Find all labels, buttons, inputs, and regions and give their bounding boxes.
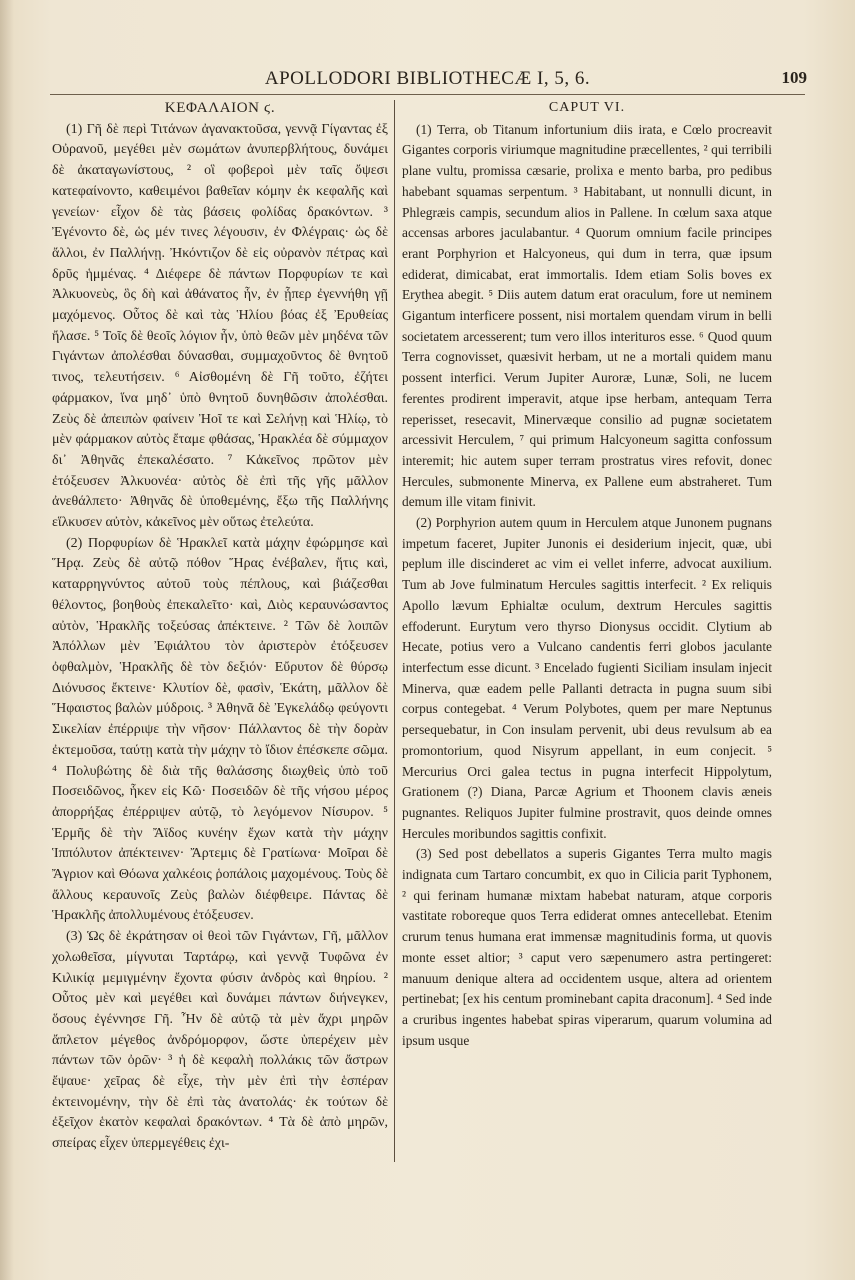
running-title: APOLLODORI BIBLIOTHECÆ I, 5, 6. — [264, 68, 591, 89]
header-rule — [50, 94, 805, 95]
greek-column — [52, 98, 388, 1170]
greek-chapter-heading: ΚΕΦΑΛΑΙΟΝ ϛ. — [164, 100, 276, 116]
greek-paragraph-3: (3) Ὡς δὲ ἐκράτησαν οἱ θεοὶ τῶν Γιγάντων, Γῆ, μᾶλλον χολωθεῖσα, μίγνυται Ταρτάρῳ, καὶ γεννᾷ Τυφῶνα ἐν Κιλικίᾳ μεμιγμένην ἔχοντα φύσιν ἀνδρὸς καὶ θηρίου. ² Οὗτος μὲν καὶ μεγέθει καὶ δυνάμει πάντων διήνεγκεν, ὅσους ἐγέννησε Γῆ. Ἦν δὲ αὐτῷ τὰ μὲν ἄχρι μηρῶν ἄπλετον μέγεθος ἀνδρόμορφον, ὥστε ὑπερέχειν μὲν πάντων τῶν ὀρῶν· ³ ἡ δὲ κεφαλὴ πολλάκις τῶν ἄστρων ἔψαυε· χεῖρας δὲ εἶχε, τὴν μὲν ἐπὶ τὴν ἑσπέραν ἐκτεινομένην, τὴν δὲ ἐπὶ τὰς ἀνατολάς· ἐκ τούτων δὲ ἐξεῖχον ἑκατὸν κεφαλαὶ δρακόντων. ⁴ Τὰ δὲ ἀπὸ μηρῶν, σπείρας εἶχεν ὑπερμεγέθεις ἐχι- — [52, 929, 388, 1152]
latin-chapter-heading: CAPUT VI. — [548, 100, 626, 115]
running-head — [40, 68, 815, 94]
page-gutter-shadow — [0, 0, 14, 1280]
greek-paragraph-2: (2) Πορφυρίων δὲ Ἡρακλεῖ κατὰ μάχην ἐφώρμησε καὶ Ἥρᾳ. Ζεὺς δὲ αὐτῷ πόθον Ἥρας ἐνέβαλεν, ἥτις καὶ, καταρρηγνύντος αὐτοῦ τοὺς πέπλους, καὶ βιάζεσθαι θέλοντος, βοηθοὺς ἐπεκαλεῖτο· καὶ, Διὸς κεραυνώσαντος αὐτὸν, Ἡρακλῆς τοξεύσας ἀπέκτεινε. ² Τῶν δὲ λοιπῶν Ἀπόλλων μὲν Ἐφιάλτου τὸν ἀριστερὸν ἐτόξευσεν ὀφθαλμὸν, Ἡρακλῆς δὲ τὸν δεξιόν· Εὔρυτον δὲ θύρσῳ Διόνυσος ἔκτεινε· Κλυτίον δὲ, φασὶν, Ἑκάτη, μᾶλλον δὲ Ἥφαιστος βαλὼν μύδροις. ³ Ἀθηνᾶ δὲ Ἐγκελάδῳ φεύγοντι Σικελίαν ἐπέρριψε τὴν νῆσον· Πάλλαντος δὲ τὴν δορὰν ἐκτεμοῦσα, ταύτῃ κατὰ τὴν μάχην τὸ ἴδιον ἐπέσκεπε σῶμα. ⁴ Πολυβώτης δὲ διὰ τῆς θαλάσσης διωχθεὶς ὑπὸ τοῦ Ποσειδῶνος, ἧκεν εἰς Κῶ· Ποσειδῶν δὲ τῆς νήσου μέρος ἀπορρήξας ἐπέρριψεν αὐτῷ, τὸ λεγόμενον Νίσυρον. ⁵ Ἑρμῆς δὲ τὴν Ἄϊδος κυνέην ἔχων κατὰ τὴν μάχην Ἱππόλυτον ἀπέκτεινεν· Ἄρτεμις δὲ Γρατίωνα· Μοῖραι δὲ Ἄγριον καὶ Θόωνα χαλκέοις ῥοπάλοις μαχομένους. Τοὺς δὲ ἄλλους κεραυνοῖς Ζεὺς βαλὼν διέφθειρε. Πάντας δὲ Ἡρακλῆς ἀπολλυμένους ἐτόξευσεν. — [52, 535, 388, 924]
latin-paragraph-2: (2) Porphyrion autem quum in Herculem atque Junonem pugnans impetum faceret, Jupiter Junonis ei desiderium injecit, quæ, ubi peplum ille discinderet ac vim ei vellet inferre, advocat auxilium. Tum ab Jove fulminatum Hercules sagittis interfecit. ² Ex reliquis Apollo lævum Ephialtæ oculum, dextrum Hercules sagittis effoderunt. Eurytum vero thyrso Dionysus occidit. Clytium ab Hecate, potius vero a Vulcano candentis ferri globos jaculante interfectum esse dicunt. ³ Encelado fugienti Siciliam insulam injecit Minerva, quæ eadem pelle Pallanti detracta in pugna suum sibi corpus contegebat. ⁴ Verum Polybotes, quem per mare Neptunus persequebatur, in Con insulam pervenit, ubi deus revulsum ab ea promontorium, quod Nisyrum appellant, in eum conjecit. ⁵ Mercurius Orci galea tectus in pugna interfecit Hippolytum, Grationem (?) Diana, Parcæ Agrium et Thoonem clavis æneis pugnantes. Reliquos Jupiter fulmine prostravit, quos deinde omnes Hercules moribundos sagittis confixit. — [402, 515, 772, 841]
column-divider — [394, 100, 395, 1162]
latin-paragraph-1: (1) Terra, ob Titanum infortunium diis irata, e Cœlo procreavit Gigantes corporis viriumque magnitudine præcellentes, ² qui terribili plane vultu, promissa cæsarie, prolixa e mento barba, pro pedibus habebant squamas serpentum. ³ Habitabant, ut nonnulli dicunt, in Phlegræis campis, secundum alios in Pallene. In cœlum saxa atque accensas arbores jaculabantur. ⁴ Quorum omnium facile principes erant Porphyrion et Halcyoneus, qui dum in terra, quæ ipsum ediderat, dimicabat, erat immortalis. Idem etiam Solis boves ex Erythea abegit. ⁵ Diis autem datum erat oraculum, fore ut neminem Gigantum interficere possent, nisi mortalem quendam virum in belli societatem arcesserent; tum vero illos interituros esse. ⁶ Quod quum Terra cognovisset, quæsivit herbam, ut ne a mortali quidem manu possent interfici. Verum Jupiter Auroræ, Lunæ, Soli, ne lucem ferentes prodirent imperavit, atque ipse herbam, antequam Terra reperisset, resecavit, Minervæque consilio ad pugnæ societatem arcessivit Herculem, ⁷ qui primum Halcyoneum sagitta confossum interemit; hic autem super terram prostratus vires refovit, donec Hercules, submonente Minerva, ex Pallene eum abstraheret. Tum demum ille vitam finivit. — [402, 121, 772, 510]
latin-paragraph-3: (3) Sed post debellatos a superis Gigantes Terra multo magis indignata cum Tartaro concumbit, ex quo in Cilicia parit Typhonem, ² qui ferinam humanæ mixtam habebat naturam, atque corporis vastitate roboreque quos Terra ediderat omnes antecellebat. Etenim crurum tenus humana erat immensæ magnitudinis forma, ut quovis monte esset altior; ³ caput vero sæpenumero astra pertingeret: manuum denique altera ad occidentem usque, altera ad orientem pertinebat; [ex his centum prominebant capita draconum]. ⁴ Sed inde a cruribus ingentes habebat spiras viperarum, quarum volumina ad ipsum usque — [402, 846, 772, 1048]
page-number: 109 — [781, 68, 807, 87]
greek-paragraph-1: (1) Γῆ δὲ περὶ Τιτάνων ἀγανακτοῦσα, γεννᾷ Γίγαντας ἐξ Οὐρανοῦ, μεγέθει μὲν σωμάτων ἀνυπερβλήτους, δυνάμει δὲ ἀκαταγωνίστους, ² οἳ φοβεροὶ μὲν ταῖς ὄψεσι κατεφαίνοντο, καθειμένοι βαθεῖαν κόμην ἐκ κεφαλῆς καὶ γενείων· εἶχον δὲ τὰς βάσεις φολίδας δρακόντων. ³ Ἐγένοντο δὲ, ὡς μέν τινες λέγουσιν, ἐν Φλέγραις· ὡς δὲ ἄλλοι, ἐν Παλλήνῃ. Ἠκόντιζον δὲ εἰς οὐρανὸν πέτρας καὶ δρῦς ἡμμένας. ⁴ Διέφερε δὲ πάντων Πορφυρίων τε καὶ Ἀλκυονεὺς, ὃς δὴ καὶ ἀθάνατος ἦν, ἐν ᾗπερ ἐγεννήθη γῇ μαχόμενος. Οὗτος δὲ καὶ τὰς Ἡλίου βόας ἐξ Ἐρυθείας ἤλασε. ⁵ Τοῖς δὲ θεοῖς λόγιον ἦν, ὑπὸ θεῶν μὲν μηδένα τῶν Γιγάντων ἀπολέσθαι δύνασθαι, συμμαχοῦντος δὲ θνητοῦ τινος, τελευτήσειν. ⁶ Αἰσθομένη δὲ Γῆ τοῦτο, ἐζήτει φάρμακον, ἵνα μηδ᾽ ὑπὸ θνητοῦ δυνηθῶσιν ἀπολέσθαι. Ζεὺς δὲ ἀπειπὼν φαίνειν Ἠοῖ τε καὶ Σελήνῃ καὶ Ἡλίῳ, τὸ μὲν φάρμακον αὐτὸς ἔταμε φθάσας, Ἡρακλέα δὲ σύμμαχον δι᾽ Ἀθηνᾶς ἐπεκαλέσατο. ⁷ Κἀκεῖνος πρῶτον μὲν ἐτόξευσεν Ἀλκυονέα· αὐτὸς δὲ ἐπὶ τῆς γῆς μᾶλλον ἀνεθάλπετο· Ἀθηνᾶς δὲ ὑποθεμένης, ἔξω τῆς Παλλήνης εἵλκυσεν αὐτὸν, κἀκεῖνος μὲν οὕτως ἐτελεύτα. — [52, 121, 388, 531]
latin-column — [402, 98, 772, 1170]
